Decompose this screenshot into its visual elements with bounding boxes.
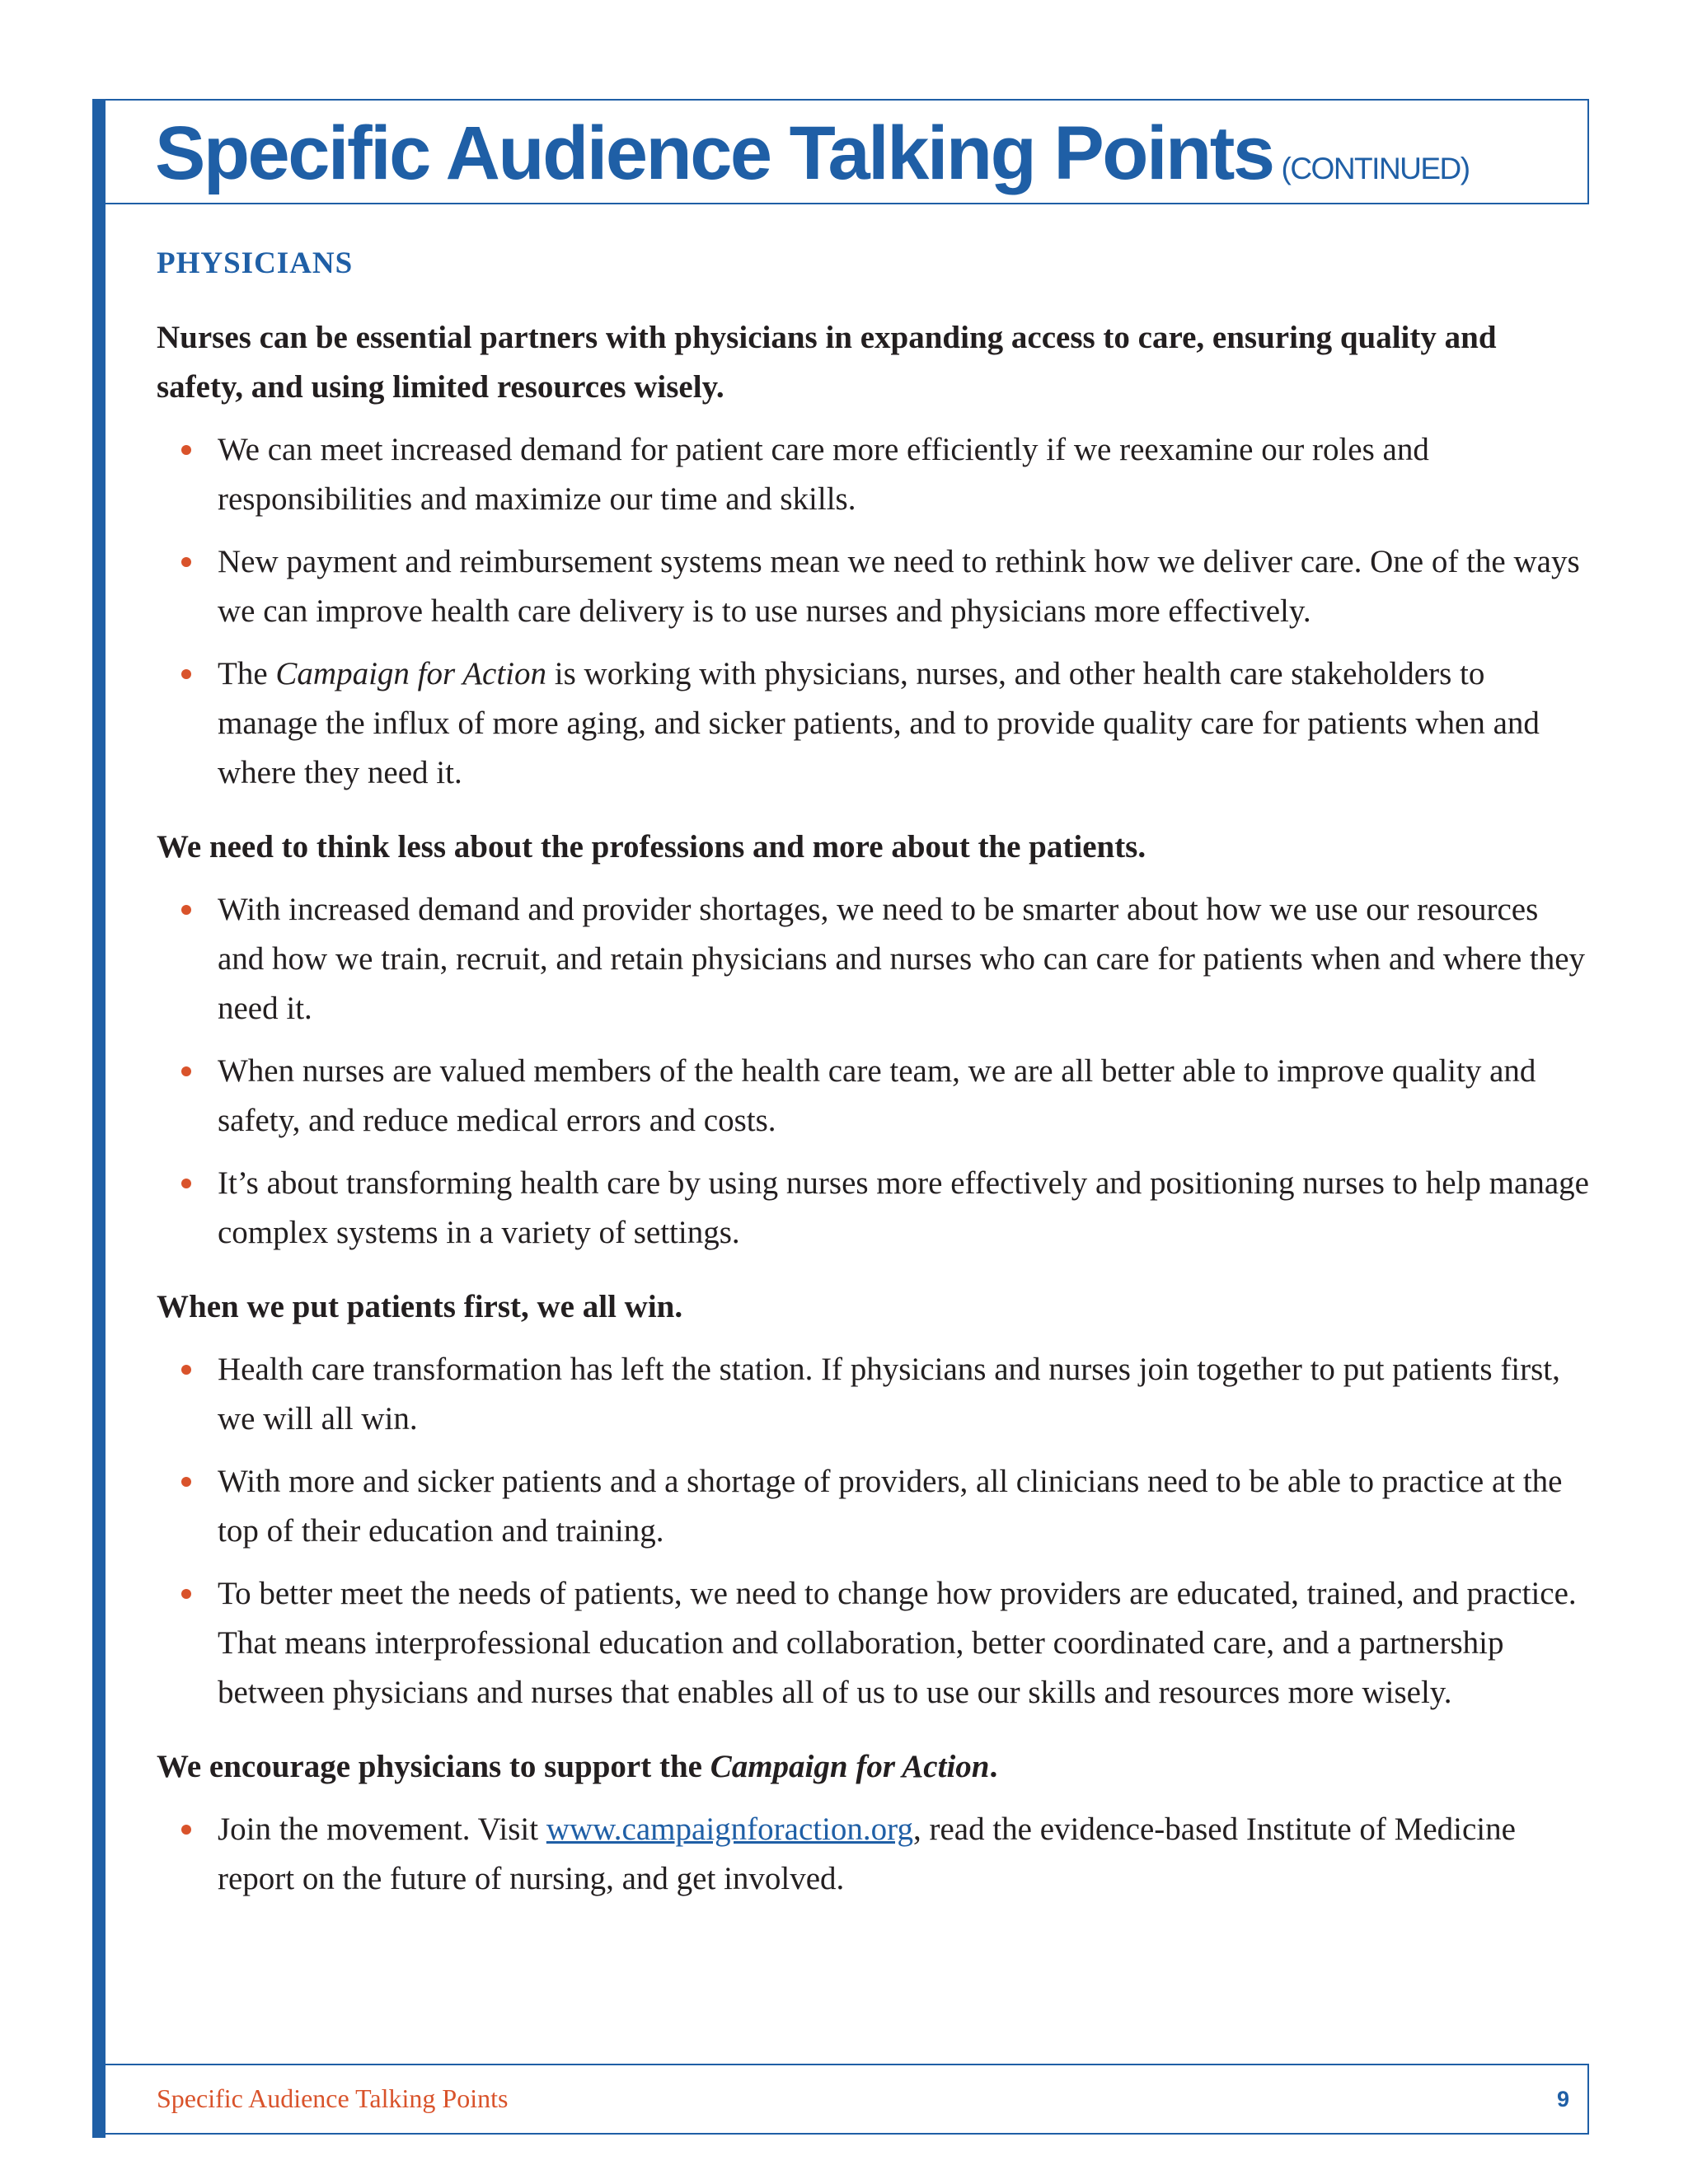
footer-title: Specific Audience Talking Points	[157, 2083, 509, 2113]
bullet-item: When nurses are valued members of the health care team, we are all better able to improve quality and safety, and reduce medical errors and costs.	[157, 1047, 1591, 1146]
page-title-text: Specific Audience Talking Points	[155, 111, 1273, 195]
campaign-name: Campaign for Action	[275, 656, 547, 691]
bullet-item: With increased demand and provider shortages, we need to be smarter about how we use our resources and how we train, recruit, and retain physicians and nurses who can care for patients when and where they need it.	[157, 885, 1591, 1033]
left-accent-bar	[92, 99, 106, 2138]
bullet-text: , read the evidence-based Institute of Medicine report on the future of nursing, and get involved.	[218, 1811, 1516, 1896]
main-content	[157, 239, 1591, 1929]
bullet-text: The	[218, 656, 276, 691]
bullet-text: is working with physicians, nurses, and other health care stakeholders to manage the influx of more aging, and sicker patients, and to provide quality care for patients when and where they need it.	[218, 656, 1540, 790]
bullet-item	[157, 649, 1591, 798]
lead-statement: Nurses can be essential partners with physicians in expanding access to care, ensuring quality and safety, and using limited resources wisely.	[157, 320, 1497, 405]
bullet-text: Join the movement. Visit	[218, 1811, 546, 1847]
page-title	[155, 112, 1470, 195]
page-header	[106, 99, 1589, 204]
page-number: 9	[1556, 2087, 1569, 2111]
bullet-list	[157, 1345, 1591, 1718]
bullet-item	[157, 1805, 1591, 1904]
bullet-item: New payment and reimbursement systems mean we need to rethink how we deliver care. One of the ways we can improve health care delivery is to use nurses and physicians more effectively.	[157, 537, 1591, 636]
bullet-item: It’s about transforming health care by using nurses more effectively and positioning nurses to help manage complex systems in a variety of settings.	[157, 1159, 1591, 1258]
lead-text: We encourage physicians to support the	[157, 1749, 710, 1784]
bullet-list	[157, 1805, 1591, 1904]
page-footer	[106, 2064, 1589, 2135]
bullet-list	[157, 885, 1591, 1258]
campaign-website-link[interactable]: www.campaignforaction.org	[546, 1811, 913, 1847]
continued-label: (CONTINUED)	[1281, 152, 1470, 185]
bullet-item: We can meet increased demand for patient care more efficiently if we reexamine our roles and responsibilities and maximize our time and skills.	[157, 425, 1591, 524]
bullet-list	[157, 425, 1591, 798]
lead-text: .	[989, 1749, 998, 1784]
bullet-item: With more and sicker patients and a shortage of providers, all clinicians need to be able to practice at the top of their education and training.	[157, 1457, 1591, 1556]
lead-statement: We need to think less about the professions and more about the patients.	[157, 829, 1146, 865]
lead-statement	[157, 1742, 1591, 1792]
bullet-item: Health care transformation has left the station. If physicians and nurses join together to put patients first, we will all win.	[157, 1345, 1591, 1444]
section-heading: PHYSICIANS	[157, 246, 354, 280]
campaign-name: Campaign for Action	[710, 1749, 990, 1784]
lead-statement: When we put patients first, we all win.	[157, 1289, 683, 1324]
bullet-item: To better meet the needs of patients, we need to change how providers are educated, trained, and practice. That means interprofessional education and collaboration, better coordinated care, and a partnership between physicians and nurses that enables all of us to use our skills and resources more wisely.	[157, 1569, 1591, 1718]
